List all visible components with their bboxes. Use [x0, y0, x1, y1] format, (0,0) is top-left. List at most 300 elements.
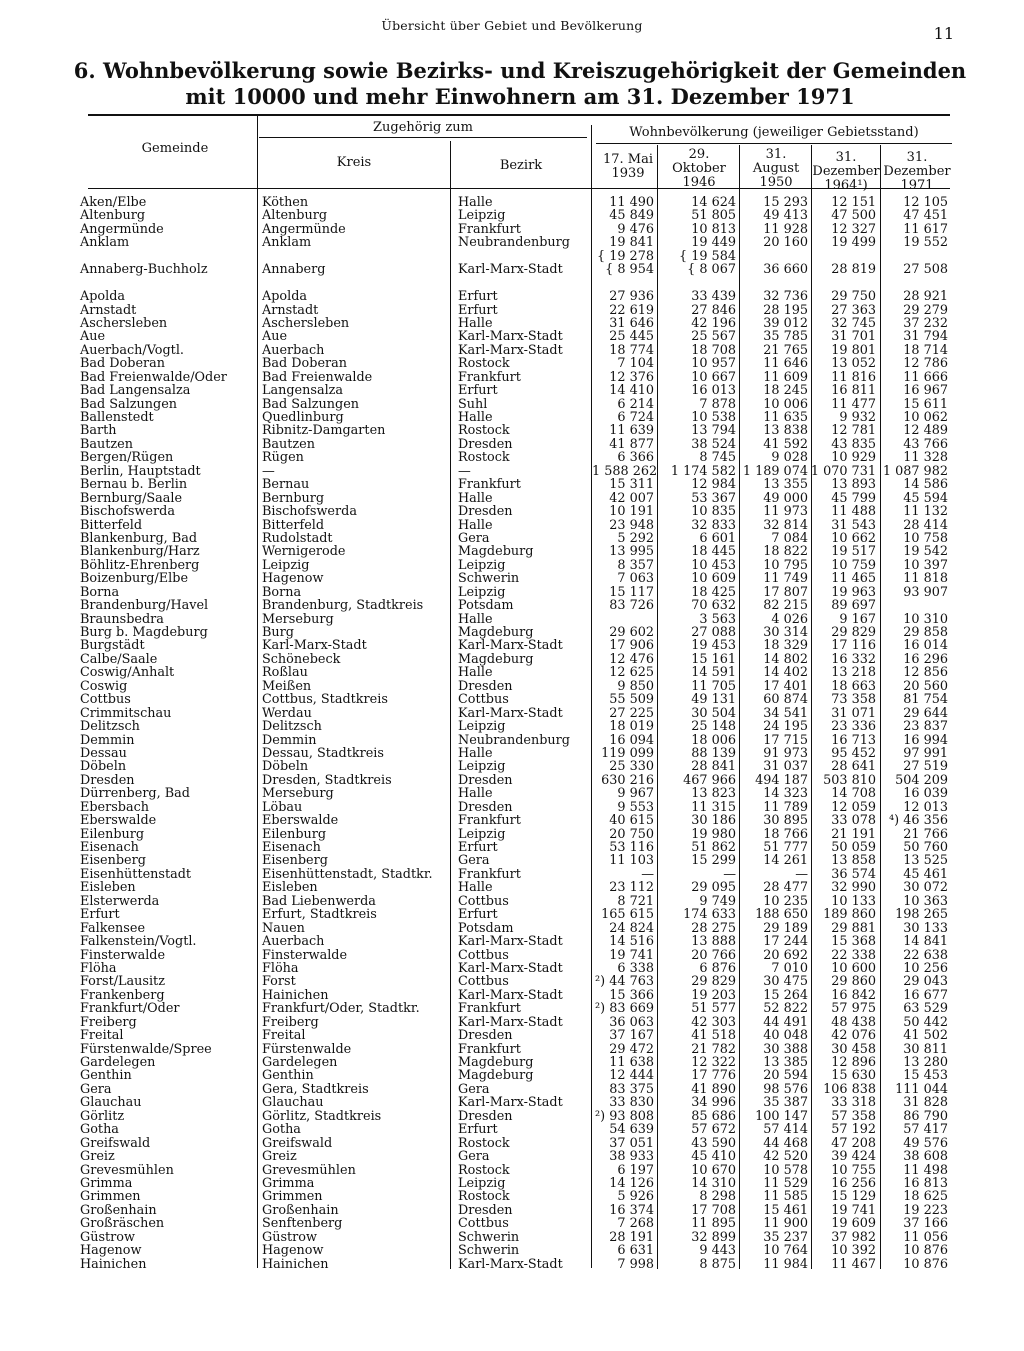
- cell-1946: 10 453: [691, 557, 736, 573]
- cell-1971: [880, 599, 948, 612]
- cell-gemeinde: Aschersleben: [80, 315, 168, 331]
- cell-gemeinde: Coswig/Anhalt: [80, 665, 175, 681]
- cell-gemeinde: Görlitz: [80, 1108, 125, 1124]
- cell-1950: 10 235: [763, 893, 808, 909]
- cell-1946: 20 766: [691, 947, 736, 963]
- cell-gemeinde: Annaberg-Buchholz: [80, 262, 208, 278]
- cell-1964: 10 755: [831, 1162, 876, 1178]
- cell-gemeinde: Freital: [80, 1028, 124, 1044]
- cell-1964: 16 332: [831, 651, 876, 667]
- cell-bezirk: Karl-Marx-Stadt: [458, 987, 563, 1003]
- cell-1971: 27 508: [903, 262, 948, 278]
- cell-kreis: Flöha: [262, 960, 299, 976]
- cell-1971: 12 489: [903, 423, 948, 439]
- cell-bezirk: Neubrandenburg: [458, 235, 570, 251]
- cell-1964: 28 819: [831, 262, 876, 278]
- cell-1946: 49 131: [691, 692, 736, 708]
- cell-gemeinde: Forst/Lausitz: [80, 974, 165, 990]
- cell-gemeinde: Burg b. Magdeburg: [80, 625, 208, 640]
- cell-1964: 15 630: [831, 1068, 876, 1084]
- cell-1971: 16 813: [903, 1175, 948, 1191]
- cell-bezirk: Rostock: [458, 356, 510, 372]
- cell-1939: 83 726: [609, 598, 654, 614]
- cell-kreis: Köthen: [262, 195, 309, 210]
- cell-1950: 17 244: [763, 934, 808, 950]
- cell-1946: 19 449: [691, 235, 736, 251]
- cell-1946: 18 425: [691, 584, 736, 600]
- cell-1971: 14 586: [903, 477, 948, 493]
- cell-1950: 4 026: [771, 611, 808, 627]
- cell-1971: 16 994: [903, 732, 948, 748]
- cell-1971: 13 280: [903, 1055, 948, 1070]
- cell-1939: 12 444: [609, 1068, 654, 1084]
- cell-bezirk: Gera: [458, 530, 490, 546]
- cell-1939: 12 376: [609, 369, 654, 385]
- cell-1939: 1 588 262: [592, 463, 658, 479]
- cell-kreis: Eilenburg: [262, 826, 327, 842]
- cell-kreis: Rudolstadt: [262, 530, 333, 546]
- cell-1971: [880, 250, 948, 263]
- cell-gemeinde: Delitzsch: [80, 719, 140, 735]
- cell-kreis: Ribnitz-Damgarten: [262, 423, 386, 439]
- cell-1939: { 19 278: [597, 248, 654, 264]
- cell-bezirk: Rostock: [458, 1135, 510, 1151]
- cell-kreis: Eisleben: [262, 880, 318, 896]
- cell-1950: 24 195: [763, 719, 808, 735]
- cell-gemeinde: Hainichen: [80, 1256, 147, 1272]
- cell-1964: 11 465: [831, 571, 876, 587]
- cell-bezirk: Potsdam: [458, 920, 514, 936]
- cell-1946: 10 957: [691, 356, 736, 372]
- cell-1971: 13 525: [903, 853, 948, 869]
- cell-1950: 15 461: [763, 1202, 808, 1218]
- cell-1971: 81 754: [903, 692, 948, 708]
- cell-1964: 21 191: [831, 826, 876, 842]
- cell-bezirk: —: [458, 463, 471, 479]
- cell-1964: 31 701: [831, 329, 876, 345]
- cell-1964: 29 750: [831, 289, 876, 305]
- cell-kreis: Hagenow: [262, 1243, 324, 1259]
- cell-1950: 14 402: [763, 665, 808, 681]
- cell-1971: 11 056: [903, 1229, 948, 1245]
- cell-kreis: Greifswald: [262, 1135, 333, 1151]
- cell-1950: —: [795, 866, 808, 882]
- cell-1939: 7 063: [617, 571, 654, 587]
- cell-1971: 16 014: [903, 638, 948, 654]
- cell-1950: 13 838: [763, 423, 808, 439]
- cell-1946: 174 633: [683, 907, 736, 923]
- cell-1939: 14 126: [609, 1175, 654, 1191]
- cell-1950: 82 215: [763, 598, 808, 614]
- cell-kreis: Hagenow: [262, 571, 324, 587]
- cell-bezirk: Leipzig: [458, 826, 506, 842]
- cell-kreis: Greiz: [262, 1149, 297, 1165]
- cell-1939: [592, 277, 654, 290]
- cell-bezirk: Halle: [458, 490, 493, 506]
- cell-bezirk: Dresden: [458, 1028, 513, 1044]
- cell-1946: 8 298: [699, 1189, 736, 1205]
- cell-1946: 11 315: [691, 799, 736, 815]
- cell-1946: 51 805: [691, 208, 736, 224]
- cell-1939: 15 366: [609, 987, 654, 1003]
- cell-kreis: [262, 250, 448, 263]
- cell-1939: 6 366: [617, 450, 654, 466]
- cell-1971: 19 542: [903, 544, 948, 560]
- cell-1971: 23 837: [903, 719, 948, 735]
- cell-kreis: Eberswalde: [262, 813, 339, 829]
- cell-bezirk: Schwerin: [458, 571, 520, 587]
- cell-1939: 14 516: [609, 934, 654, 950]
- cell-1939: 7 104: [617, 356, 654, 372]
- cell-1946: 51 862: [691, 840, 736, 855]
- cell-gemeinde: Erfurt: [80, 907, 120, 923]
- cell-gemeinde: Falkensee: [80, 920, 146, 936]
- cell-1964: 10 133: [831, 893, 876, 909]
- cell-1950: 11 900: [763, 1216, 808, 1232]
- cell-bezirk: Rostock: [458, 450, 510, 466]
- cell-bezirk: [458, 277, 590, 290]
- cell-kreis: Gera, Stadtkreis: [262, 1081, 369, 1097]
- cell-bezirk: Schwerin: [458, 1243, 520, 1259]
- cell-1950: [740, 277, 808, 290]
- cell-1971: 12 013: [903, 799, 948, 815]
- cell-1939: 54 639: [609, 1122, 654, 1138]
- cell-gemeinde: Eisenberg: [80, 853, 146, 869]
- cell-kreis: Apolda: [262, 289, 308, 305]
- cell-bezirk: Halle: [458, 665, 493, 681]
- cell-1964: 16 256: [831, 1175, 876, 1191]
- cell-1939: 6 214: [617, 396, 654, 412]
- cell-1939: 17 906: [609, 638, 654, 654]
- cell-1964: 12 781: [831, 423, 876, 439]
- cell-kreis: Gardelegen: [262, 1055, 338, 1070]
- cell-1950: 11 609: [763, 369, 808, 385]
- cell-kreis: Anklam: [262, 235, 312, 251]
- cell-1946: 9 749: [699, 893, 736, 909]
- cell-1950: 14 261: [763, 853, 808, 869]
- cell-1964: 503 810: [823, 772, 876, 788]
- cell-kreis: Hainichen: [262, 987, 329, 1003]
- cell-1964: 30 458: [831, 1041, 876, 1057]
- cell-1964: 15 368: [831, 934, 876, 950]
- cell-1950: 31 037: [763, 759, 808, 775]
- cell-1964: 57 975: [831, 1001, 876, 1017]
- cell-1946: 14 624: [691, 195, 736, 210]
- cell-1939: 16 374: [609, 1202, 654, 1218]
- cell-1971: 10 876: [903, 1256, 948, 1272]
- cell-bezirk: Suhl: [458, 396, 488, 412]
- cell-gemeinde: Bad Doberan: [80, 356, 166, 372]
- cell-1971: 19 552: [903, 235, 948, 251]
- cell-1939: 14 410: [609, 383, 654, 399]
- cell-1964: 23 336: [831, 719, 876, 735]
- cell-1946: 30 186: [691, 813, 736, 829]
- cell-1939: 33 830: [609, 1095, 654, 1111]
- cell-gemeinde: Grimmen: [80, 1189, 141, 1205]
- cell-kreis: Altenburg: [262, 208, 328, 224]
- cell-1950: 32 736: [763, 289, 808, 305]
- cell-gemeinde: Glauchau: [80, 1095, 142, 1111]
- cell-1946: 11 705: [691, 678, 736, 694]
- top-rule: [88, 114, 950, 116]
- cell-bezirk: Leipzig: [458, 759, 506, 775]
- cell-1946: 3 563: [699, 611, 736, 627]
- cell-1964: 29 829: [831, 625, 876, 640]
- cell-1946: 10 835: [691, 504, 736, 520]
- cell-1964: 32 990: [831, 880, 876, 896]
- divider-kreis: [450, 141, 451, 1269]
- cell-kreis: Wernigerode: [262, 544, 346, 560]
- header-kreis: Kreis: [336, 155, 372, 170]
- cell-gemeinde: Finsterwalde: [80, 947, 166, 963]
- cell-1950: 28 477: [763, 880, 808, 896]
- cell-1964: 89 697: [831, 598, 876, 614]
- cell-1964: 19 609: [831, 1216, 876, 1232]
- cell-gemeinde: Bischofswerda: [80, 504, 175, 520]
- cell-1946: 10 813: [691, 221, 736, 237]
- cell-kreis: Dresden, Stadtkreis: [262, 772, 392, 788]
- cell-gemeinde: Grimma: [80, 1175, 133, 1191]
- cell-1971: 22 638: [903, 947, 948, 963]
- cell-bezirk: Halle: [458, 517, 493, 533]
- cell-1946: 21 782: [691, 1041, 736, 1057]
- cell-1971: 1 087 982: [882, 463, 948, 479]
- cell-1971: 12 856: [903, 665, 948, 681]
- cell-1939: 22 619: [609, 302, 654, 318]
- cell-gemeinde: Bautzen: [80, 436, 133, 452]
- cell-kreis: Grimmen: [262, 1189, 323, 1205]
- cell-1971: 504 209: [895, 772, 948, 788]
- cell-1939: 8 721: [617, 893, 654, 909]
- cell-gemeinde: Barth: [80, 423, 117, 439]
- cell-1939: 29 472: [609, 1041, 654, 1057]
- cell-1950: 15 293: [763, 195, 808, 210]
- cell-1971: 12 105: [903, 195, 948, 210]
- cell-1950: 44 468: [763, 1135, 808, 1151]
- cell-kreis: Güstrow: [262, 1229, 317, 1245]
- cell-1950: 98 576: [763, 1081, 808, 1097]
- cell-1971: 15 453: [903, 1068, 948, 1084]
- cell-1971: 63 529: [903, 1001, 948, 1017]
- cell-1971: 47 451: [903, 208, 948, 224]
- column-bezirk: [458, 196, 590, 1271]
- cell-1950: 21 765: [763, 342, 808, 358]
- cell-1950: 18 766: [763, 826, 808, 842]
- cell-gemeinde: Apolda: [80, 289, 126, 305]
- cell-1946: 14 310: [691, 1175, 736, 1191]
- cell-bezirk: [458, 250, 590, 263]
- cell-1971: 29 858: [903, 625, 948, 640]
- cell-1939: 10 191: [609, 504, 654, 520]
- header-gemeinde: Gemeinde: [141, 141, 209, 156]
- cell-gemeinde: Bernburg/Saale: [80, 490, 183, 506]
- cell-1950: 13 385: [763, 1055, 808, 1070]
- cell-1939: 9 553: [617, 799, 654, 815]
- cell-kreis: Döbeln: [262, 759, 309, 775]
- cell-kreis: Bad Freienwalde: [262, 369, 373, 385]
- cell-1971: 31 794: [903, 329, 948, 345]
- cell-1964: 32 745: [831, 315, 876, 331]
- cell-kreis: Bad Salzungen: [262, 396, 360, 412]
- cell-1939: 28 191: [609, 1229, 654, 1245]
- cell-1964: 36 574: [831, 866, 876, 882]
- cell-1971: 10 363: [903, 893, 948, 909]
- cell-bezirk: Frankfurt: [458, 1041, 521, 1057]
- cell-1950: 7 010: [771, 960, 808, 976]
- table-title: [0, 58, 1024, 110]
- cell-1964: 33 078: [831, 813, 876, 829]
- cell-1971: 38 608: [903, 1149, 948, 1165]
- cell-1971: 11 617: [903, 221, 948, 237]
- cell-gemeinde: Eisleben: [80, 880, 136, 896]
- cell-kreis: Frankfurt/Oder, Stadtkr.: [262, 1001, 420, 1017]
- cell-1939: 55 509: [609, 692, 654, 708]
- cell-bezirk: Frankfurt: [458, 813, 521, 829]
- cell-gemeinde: Aue: [80, 329, 106, 345]
- cell-bezirk: Cottbus: [458, 947, 509, 963]
- cell-kreis: Hainichen: [262, 1256, 329, 1272]
- cell-kreis: Forst: [262, 974, 296, 990]
- cell-1964: 15 129: [831, 1189, 876, 1205]
- cell-bezirk: Dresden: [458, 1108, 513, 1124]
- cell-1939: 6 631: [617, 1243, 654, 1259]
- cell-kreis: Cottbus, Stadtkreis: [262, 692, 388, 708]
- header-wohnbevoelkerung: Wohnbevölkerung (jeweiliger Gebietsstand): [629, 125, 919, 140]
- cell-1946: 17 776: [691, 1068, 736, 1084]
- cell-1946: 27 846: [691, 302, 736, 318]
- cell-1971: 28 414: [903, 517, 948, 533]
- cell-1964: 12 896: [831, 1055, 876, 1070]
- cell-1939: 12 625: [609, 665, 654, 681]
- cell-1946: [660, 277, 736, 290]
- cell-1950: 10 764: [763, 1243, 808, 1259]
- cell-1950: 49 413: [763, 208, 808, 224]
- cell-kreis: Merseburg: [262, 786, 334, 802]
- cell-bezirk: Frankfurt: [458, 1001, 521, 1017]
- cell-1964: 73 358: [831, 692, 876, 708]
- divider-1939: [657, 145, 658, 1269]
- cell-1950: 11 789: [763, 799, 808, 815]
- cell-gemeinde: Crimmitschau: [80, 705, 172, 721]
- cell-bezirk: Dresden: [458, 436, 513, 452]
- cell-1964: 16 713: [831, 732, 876, 748]
- cell-1946: 42 196: [691, 315, 736, 331]
- cell-1964: 19 741: [831, 1202, 876, 1218]
- cell-1950: 57 414: [763, 1122, 808, 1138]
- cell-bezirk: Schwerin: [458, 1229, 520, 1245]
- cell-1946: 29 829: [691, 974, 736, 990]
- cell-1964: 13 218: [831, 665, 876, 681]
- cell-1964: 106 838: [823, 1081, 876, 1097]
- cell-bezirk: Frankfurt: [458, 477, 521, 493]
- cell-1939: [592, 613, 654, 626]
- cell-1950: 34 541: [763, 705, 808, 721]
- cell-gemeinde: Gotha: [80, 1122, 119, 1138]
- column-1946: [660, 196, 736, 1271]
- cell-kreis: Bischofswerda: [262, 504, 357, 520]
- cell-1964: 19 801: [831, 342, 876, 358]
- cell-1946: 467 966: [683, 772, 736, 788]
- cell-1939: 25 330: [609, 759, 654, 775]
- cell-1950: 35 387: [763, 1095, 808, 1111]
- cell-1971: 41 502: [903, 1028, 948, 1044]
- cell-1964: 50 059: [831, 840, 876, 855]
- cell-kreis: Aschersleben: [262, 315, 350, 331]
- cell-1971: 16 677: [903, 987, 948, 1003]
- cell-1950: 41 592: [763, 436, 808, 452]
- cell-1950: 11 973: [763, 504, 808, 520]
- cell-bezirk: Karl-Marx-Stadt: [458, 342, 563, 358]
- cell-kreis: Finsterwalde: [262, 947, 348, 963]
- cell-1946: 10 667: [691, 369, 736, 385]
- cell-1946: 13 823: [691, 786, 736, 802]
- cell-1939: 24 824: [609, 920, 654, 936]
- cell-gemeinde: Eisenach: [80, 840, 139, 855]
- cell-gemeinde: Eilenburg: [80, 826, 145, 842]
- cell-1939: 38 933: [609, 1149, 654, 1165]
- cell-1971: 18 625: [903, 1189, 948, 1205]
- cell-1971: 20 560: [903, 678, 948, 694]
- cell-1971: 11 818: [903, 571, 948, 587]
- cell-1946: 32 899: [691, 1229, 736, 1245]
- cell-1946: 51 577: [691, 1001, 736, 1017]
- cell-1950: 188 650: [755, 907, 808, 923]
- cell-1939: 6 338: [617, 960, 654, 976]
- cell-1950: 28 195: [763, 302, 808, 318]
- cell-1971: 30 811: [903, 1041, 948, 1057]
- cell-gemeinde: Bad Salzungen: [80, 396, 178, 412]
- cell-1946: 13 794: [691, 423, 736, 439]
- cell-bezirk: Rostock: [458, 1189, 510, 1205]
- cell-1971: 10 758: [903, 530, 948, 546]
- cell-1964: 31 543: [831, 517, 876, 533]
- column-1950: [740, 196, 808, 1271]
- cell-1946: 45 410: [691, 1149, 736, 1165]
- cell-1946: 14 591: [691, 665, 736, 681]
- cell-kreis: Rügen: [262, 450, 304, 466]
- cell-bezirk: Erfurt: [458, 289, 498, 305]
- cell-gemeinde: Ebersbach: [80, 799, 150, 815]
- cell-kreis: Grimma: [262, 1175, 315, 1191]
- cell-bezirk: Karl-Marx-Stadt: [458, 960, 563, 976]
- cell-gemeinde: Boizenburg/Elbe: [80, 571, 189, 587]
- cell-1971: 16 039: [903, 786, 948, 802]
- cell-kreis: Leipzig: [262, 557, 310, 573]
- cell-1950: 11 635: [763, 410, 808, 425]
- cell-kreis: Dessau, Stadtkreis: [262, 745, 384, 761]
- cell-1950: 51 777: [763, 840, 808, 855]
- cell-1950: 11 928: [763, 221, 808, 237]
- cell-1950: 44 491: [763, 1014, 808, 1030]
- cell-1950: 100 147: [755, 1108, 808, 1124]
- cell-1964: 48 438: [831, 1014, 876, 1030]
- cell-1950: 14 323: [763, 786, 808, 802]
- cell-1950: 9 028: [771, 450, 808, 466]
- cell-kreis: Schönebeck: [262, 651, 341, 667]
- cell-1971: 29 043: [903, 974, 948, 990]
- cell-kreis: Eisenberg: [262, 853, 328, 869]
- cell-kreis: Glauchau: [262, 1095, 324, 1111]
- cell-1950: 13 355: [763, 477, 808, 493]
- cell-1946: 41 890: [691, 1081, 736, 1097]
- cell-1950: 40 048: [763, 1028, 808, 1044]
- cell-1939: 630 216: [601, 772, 654, 788]
- cell-gemeinde: Bernau b. Berlin: [80, 477, 188, 493]
- cell-kreis: Borna: [262, 584, 302, 600]
- cell-1950: 18 245: [763, 383, 808, 399]
- cell-1971: 198 265: [895, 907, 948, 923]
- cell-1964: 37 982: [831, 1229, 876, 1245]
